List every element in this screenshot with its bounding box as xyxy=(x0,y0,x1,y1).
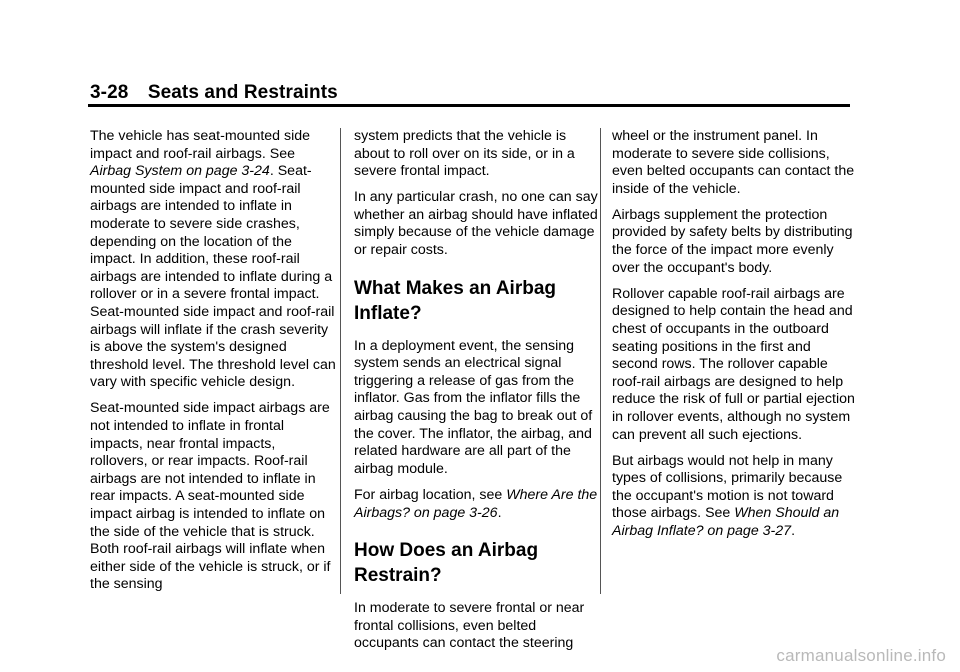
paragraph-text: . xyxy=(791,522,796,539)
paragraph: system predicts that the vehicle is about to roll over on its side, or in a severe frontal impact. xyxy=(354,128,575,180)
paragraph xyxy=(90,128,336,392)
paragraph: Airbags supplement the protection provided by safety belts by distributing the force of the impact more evenly over the occupant's body. xyxy=(612,206,853,276)
column-divider xyxy=(600,128,601,594)
column-3 xyxy=(612,128,858,549)
section-title: Seats and Restraints xyxy=(147,82,338,103)
column-2 xyxy=(354,128,600,661)
page-number: 3-28 xyxy=(90,82,129,103)
cross-reference-link[interactable]: Airbag System on page 3-24 xyxy=(90,163,270,180)
paragraph: In moderate to severe frontal or near frontal collisions, even belted occupants can contact the steering xyxy=(354,600,585,652)
paragraph-text: . xyxy=(497,504,502,521)
section-heading: What Makes an Airbag Inflate? xyxy=(354,277,557,324)
page-header xyxy=(90,82,338,104)
paragraph xyxy=(354,487,600,522)
paragraph-text: The vehicle has seat-mounted side impact and roof-rail airbags. See xyxy=(90,128,311,162)
header-rule xyxy=(88,104,850,107)
watermark: carmanualsonline.info xyxy=(776,646,946,665)
cross-reference-link[interactable]: When Should an Airbag Inflate? on page 3-27 xyxy=(612,505,840,539)
paragraph-text: But airbags would not help in many types of collisions, primarily because the occupant's motion is not toward those airbags. See xyxy=(612,452,843,522)
column-divider xyxy=(340,128,341,594)
paragraph: In any particular crash, no one can say whether an airbag should have inflated simply because of the vehicle damage or repair costs. xyxy=(354,189,598,259)
paragraph-text: . Seat-mounted side impact and roof-rail airbags are intended to inflate in moderate to severe side crashes, depending on the location of the impact. In addition, these roof-rail airbags are intended to inflate during a rollover or in a severe frontal impact. Seat-mounted side impact and roof-rail airbags will inflate if the crash severity is above the system's designed threshold level. The threshold level can vary with specific vehicle design. xyxy=(90,163,336,391)
column-1 xyxy=(90,128,336,602)
paragraph: Rollover capable roof-rail airbags are designed to help contain the head and chest of occupants in the outboard seating positions in the first and second rows. The rollover capable roof-rail airbags are designed to help reduce the risk of full or partial ejection in rollover events, although no system can prevent all such ejections. xyxy=(612,285,855,443)
section-heading: How Does an Airbag Restrain? xyxy=(354,540,539,587)
paragraph xyxy=(612,453,858,541)
paragraph: Seat-mounted side impact airbags are not intended to inflate in frontal impacts, near frontal impacts, rollovers, or rear impacts. Roof-rail airbags are not intended to inflate in rear impacts. A seat-mounted side impact airbag is intended to inflate on the side of the vehicle that is struck. Both roof-rail airbags will inflate when either side of the vehicle is struck, or if the sensing xyxy=(90,400,331,593)
paragraph: wheel or the instrument panel. In moderate to severe side collisions, even belted occupants can contact the inside of the vehicle. xyxy=(612,128,855,197)
paragraph: In a deployment event, the sensing system sends an electrical signal triggering a release of gas from the inflator. Gas from the inflator fills the airbag causing the bag to break out of the cover. The inflator, the airbag, and related hardware are all part of the airbag module. xyxy=(354,337,593,477)
paragraph-text: For airbag location, see xyxy=(354,486,507,503)
cross-reference-link[interactable]: Where Are the Airbags? on page 3-26 xyxy=(354,486,598,521)
